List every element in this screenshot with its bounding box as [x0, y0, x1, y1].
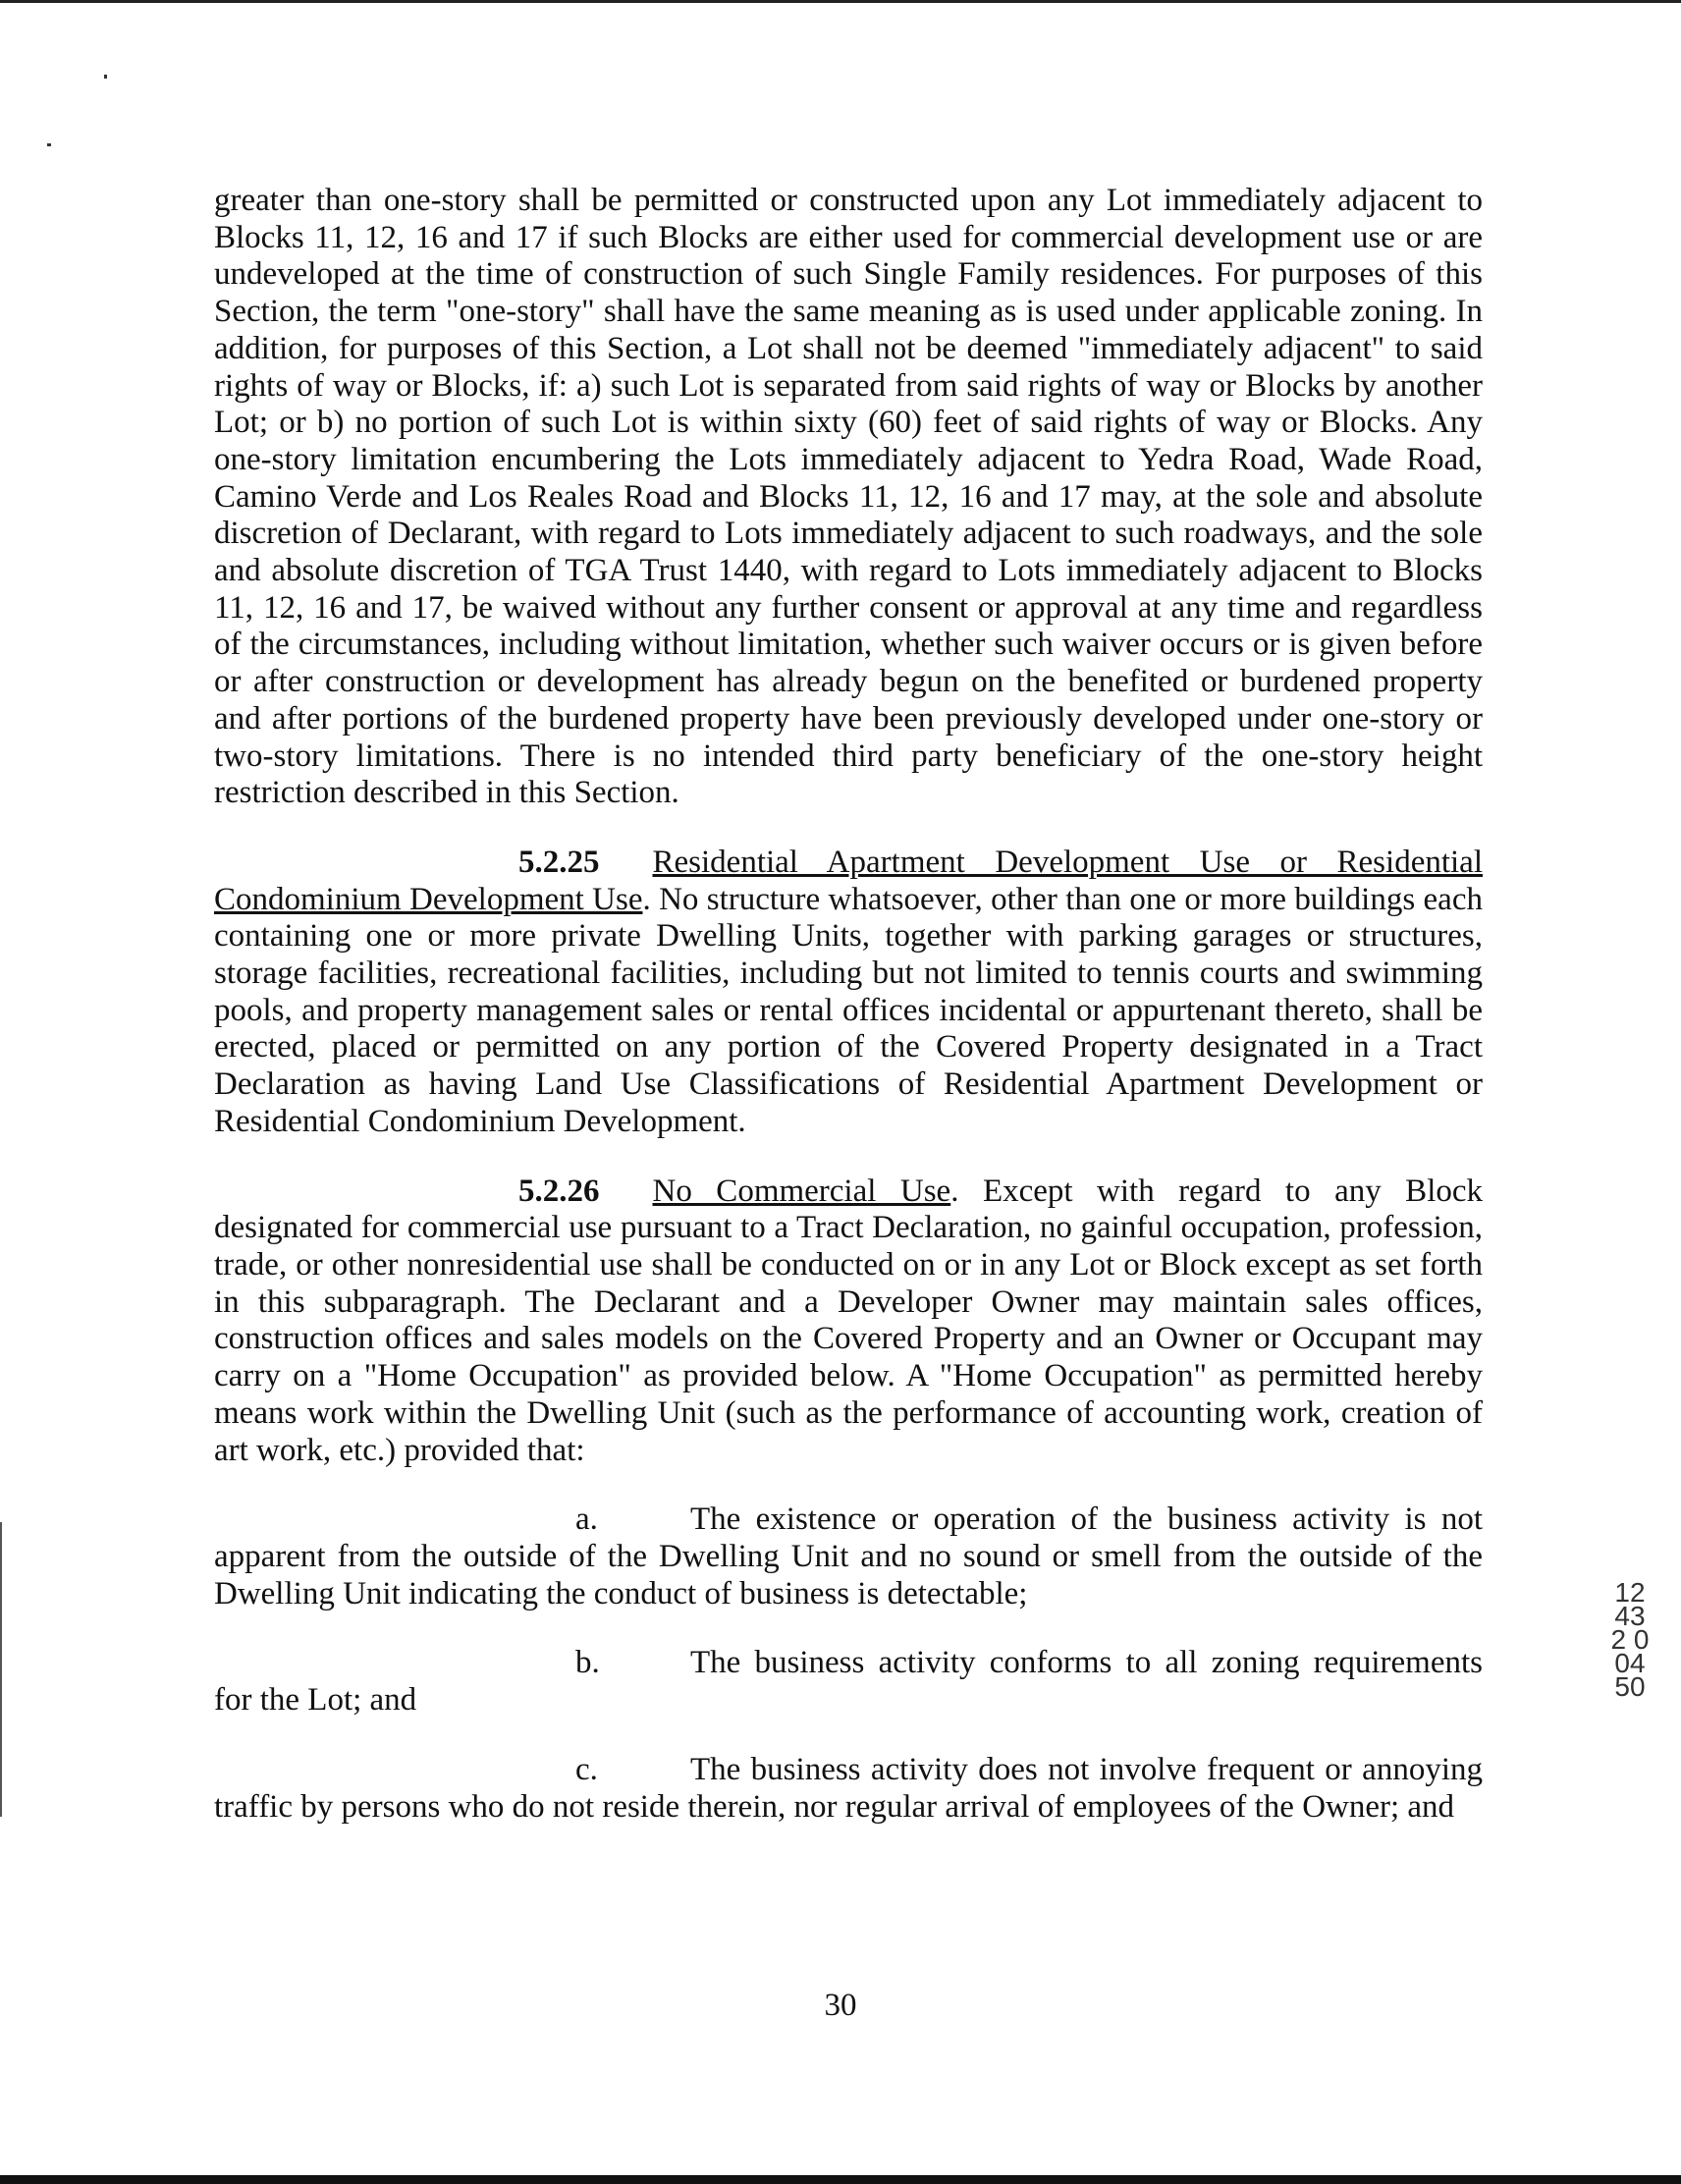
recording-stamp: 12432 00450 [1610, 1577, 1650, 1702]
list-item-b [214, 1645, 1483, 1720]
item-letter: a. [575, 1502, 598, 1538]
item-text: The business activity does not involve frequent or annoying traffic by persons who do not reside therein, nor regular arrival of employees of the Owner; and [214, 1752, 1483, 1826]
section-body: No structure whatsoever, other than one or more buildings each containing one or more private Dwelling Units, together with parking garages or structures, storage facilities, recreational facilities, including but not limited to tennis courts and swimming pools, and property management sales or rental offices incidental or appurtenant thereto, shall be erected, placed or permitted on any portion of the Covered Property designated in a Tract Declaration as having Land Use Classifications of Residential Apartment Development or Residential Condominium Development. [214, 881, 1483, 1139]
section-body: Except with regard to any Block designated for commercial use pursuant to a Tract Declaration, no gainful occupation, profession, trade, or other nonresidential use shall be conducted on or in any Lot or Block except as set forth in this subparagraph. The Declarant and a Developer Owner may maintain sales offices, construction offices and sales models on the Covered Property and an Owner or Occupant may carry on a "Home Occupation" as provided below. A "Home Occupation" as permitted hereby means work within the Dwelling Unit (such as the performance of accounting work, creation of art work, etc.) provided that: [214, 1173, 1484, 1468]
section-title-period: . [642, 881, 651, 917]
item-continuation: for the Lot; and [214, 1682, 417, 1719]
intro-paragraph: greater than one-story shall be permitted or constructed upon any Lot immediately adjacent to Blocks 11, 12, 16 and 17 if such Blocks are either used for commercial development use or are undeveloped at the time of construction of such Single Family residences. For purposes of this Section, the term "one-story" shall have the same meaning as is used under applicable zoning. In addition, for purposes of this Section, a Lot shall not be deemed "immediately adjacent" to said rights of way or Blocks, if: a) such Lot is separated from said rights of way or Blocks by another Lot; or b) no portion of such Lot is within sixty (60) feet of said rights of way or Blocks. Any one-story limitation encumbering the Lots immediately adjacent to Yedra Road, Wade Road, Camino Verde and Los Reales Road and Blocks 11, 12, 16 and 17 may, at the sole and absolute discretion of Declarant, with regard to Lots immediately adjacent to such roadways, and the sole and absolute discretion of TGA Trust 1440, with regard to Lots immediately adjacent to Blocks 11, 12, 16 and 17, be waived without any further consent or approval at any time and regardless of the circumstances, including without limitation, whether such waiver occurs or is given before or after construction or development has already begun on the benefited or burdened property and after portions of the burdened property have been previously developed under one-story or two-story limitations. There is no intended third party beneficiary of the one-story height restriction described in this Section. [214, 183, 1483, 811]
scan-speck [47, 143, 51, 146]
list-item-a [214, 1502, 1483, 1612]
list-item-c [214, 1752, 1483, 1826]
document-body [214, 183, 1483, 1859]
scan-edge-mark [0, 1522, 2, 1817]
section-5-2-26 [214, 1174, 1483, 1470]
scan-speck [104, 75, 107, 79]
top-border-line [0, 0, 1681, 3]
item-text: The business activity conforms to all zoning requirements [690, 1645, 1483, 1681]
item-text: The existence or operation of the business activity is not apparent from the outside of the Dwelling Unit and no sound or smell from the outside of the Dwelling Unit indicating the conduct of business is detectable; [214, 1502, 1483, 1611]
section-title-period: . [950, 1173, 959, 1209]
section-5-2-25 [214, 845, 1483, 1141]
section-title: Residential Apartment Development Use or Residential Condominium Development Use [214, 844, 1483, 917]
section-number: 5.2.25 [518, 844, 600, 880]
section-title: No Commercial Use [652, 1173, 951, 1209]
page-number: 30 [824, 1988, 857, 2023]
section-number: 5.2.26 [518, 1173, 600, 1209]
item-letter: c. [575, 1752, 598, 1788]
item-letter: b. [575, 1645, 600, 1681]
bottom-border-line [0, 2175, 1681, 2184]
